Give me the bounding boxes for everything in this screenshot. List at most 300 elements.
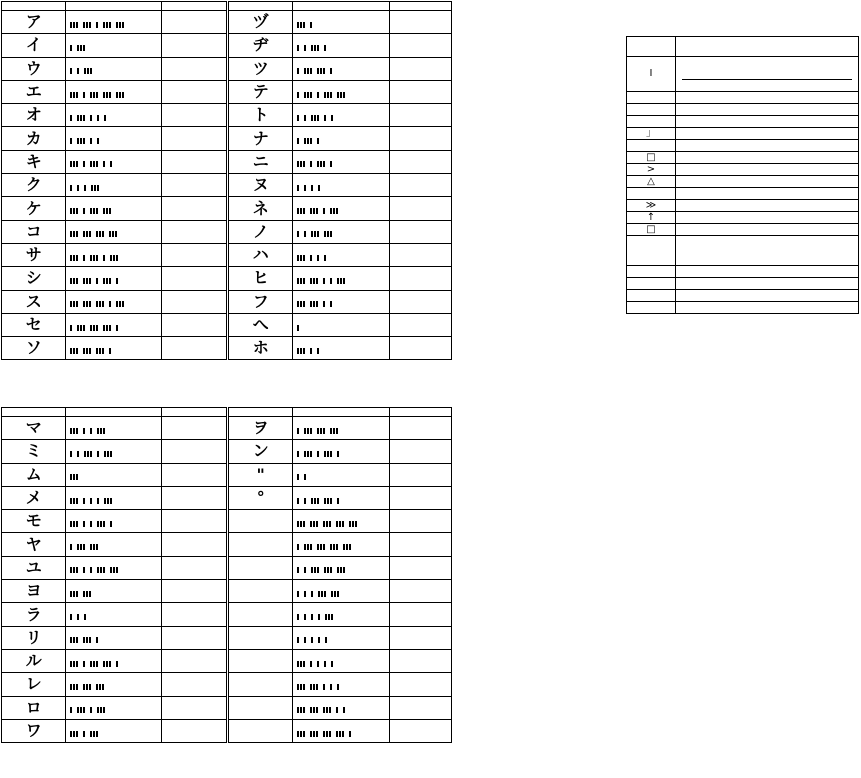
note-cell — [162, 417, 228, 440]
note-cell — [162, 603, 228, 626]
legend-row — [627, 152, 859, 164]
dot-mark — [304, 637, 306, 643]
legend-symbol — [627, 92, 676, 104]
kana-char: コ — [2, 220, 66, 243]
dot-code — [292, 34, 389, 57]
dot-code-text — [334, 652, 335, 653]
dot-code — [66, 80, 162, 103]
dot-code-text — [346, 558, 347, 559]
legend-symbol: I — [627, 57, 676, 92]
table-body — [2, 408, 452, 743]
dot-pattern — [70, 325, 119, 331]
symbol-legend-table — [626, 36, 859, 314]
dot-code — [292, 440, 389, 463]
dot-pattern — [70, 278, 119, 284]
dot-code-text — [119, 246, 120, 247]
dot-mark — [90, 115, 92, 121]
dot-code — [66, 337, 162, 360]
note-cell — [389, 337, 451, 360]
dot-mark — [317, 255, 319, 261]
dot-code — [292, 719, 389, 742]
dot-mark — [83, 161, 85, 167]
note-cell — [389, 267, 451, 290]
table-row — [2, 243, 452, 266]
dash-mark — [116, 92, 124, 98]
kana-char: サ — [2, 243, 66, 266]
legend-text — [676, 140, 859, 152]
dot-mark — [70, 451, 72, 457]
note-cell — [389, 626, 451, 649]
dot-mark — [70, 325, 72, 331]
dot-code-text — [339, 419, 340, 420]
dot-code — [292, 197, 389, 220]
dash-mark — [323, 521, 331, 527]
kana-char: リ — [2, 626, 66, 649]
note-cell — [162, 80, 228, 103]
dash-mark — [317, 544, 325, 550]
dot-code-text — [352, 722, 353, 723]
dot-code-text — [346, 269, 347, 270]
dot-pattern — [297, 707, 346, 713]
dot-mark — [311, 614, 313, 620]
dash-mark — [83, 348, 91, 354]
dot-mark — [310, 661, 312, 667]
dash-mark — [96, 301, 104, 307]
kana-char — [228, 533, 292, 556]
note-cell — [162, 11, 228, 34]
dash-mark — [70, 474, 78, 480]
dot-code-text — [346, 83, 347, 84]
dot-pattern — [297, 498, 340, 504]
note-cell — [389, 127, 451, 150]
dot-mark — [110, 161, 112, 167]
dot-mark — [330, 68, 332, 74]
dot-mark — [324, 661, 326, 667]
dot-pattern — [297, 325, 300, 331]
kana-code-table-2 — [1, 407, 452, 743]
legend-text — [676, 57, 859, 92]
dash-mark — [304, 428, 312, 434]
dot-mark — [304, 614, 306, 620]
dot-mark — [77, 451, 79, 457]
dot-mark — [297, 115, 299, 121]
dot-code-text — [125, 13, 126, 14]
dash-mark — [103, 278, 111, 284]
legend-text — [676, 188, 859, 200]
dot-pattern — [70, 348, 112, 354]
note-cell — [162, 580, 228, 603]
dot-mark — [96, 278, 98, 284]
dot-mark — [311, 185, 313, 191]
legend-symbol — [627, 302, 676, 314]
code-header — [66, 2, 162, 11]
dot-mark — [297, 138, 299, 144]
table-row — [2, 11, 452, 34]
legend-row — [627, 212, 859, 224]
dot-pattern — [70, 521, 113, 527]
legend-row — [627, 37, 859, 57]
dot-code — [292, 80, 389, 103]
dot-pattern — [297, 115, 334, 121]
note-cell — [389, 649, 451, 672]
note-cell — [389, 463, 451, 486]
table-row — [2, 80, 452, 103]
dot-mark — [83, 731, 85, 737]
dot-code-text — [340, 675, 341, 676]
dot-code-text — [327, 246, 328, 247]
dot-code-text — [320, 339, 321, 340]
note-header — [162, 2, 228, 11]
dot-code-text — [113, 152, 114, 153]
legend-row — [627, 278, 859, 290]
dash-mark — [77, 325, 85, 331]
dot-code-text — [118, 222, 119, 223]
note-header — [389, 2, 451, 11]
dot-mark — [324, 115, 326, 121]
kana-char — [228, 580, 292, 603]
dot-pattern — [297, 451, 340, 457]
note-cell — [162, 510, 228, 533]
dot-code — [66, 486, 162, 509]
dot-mark — [304, 498, 306, 504]
dot-code-text — [93, 59, 94, 60]
dot-code-text — [99, 628, 100, 629]
dot-code — [66, 313, 162, 336]
table-row — [2, 150, 452, 173]
kana-char: ヒ — [228, 267, 292, 290]
dot-pattern — [297, 637, 328, 643]
kana-char: ク — [2, 174, 66, 197]
dot-pattern — [297, 255, 327, 261]
dot-mark — [97, 451, 99, 457]
dot-mark — [70, 138, 72, 144]
kana-char: マ — [2, 417, 66, 440]
kana-char: ラ — [2, 603, 66, 626]
legend-row — [627, 140, 859, 152]
kana-char: ヂ — [228, 34, 292, 57]
dot-mark — [304, 591, 306, 597]
legend-text — [676, 164, 859, 176]
dot-code — [292, 337, 389, 360]
table-row — [2, 127, 452, 150]
table-row — [2, 649, 452, 672]
dot-code — [292, 313, 389, 336]
dot-code-text — [333, 152, 334, 153]
dot-code — [292, 290, 389, 313]
legend-row — [627, 302, 859, 314]
dash-mark — [311, 567, 319, 573]
note-cell — [162, 337, 228, 360]
dash-mark — [297, 348, 305, 354]
dot-mark — [330, 684, 332, 690]
dot-code-text — [119, 316, 120, 317]
table-row — [2, 719, 452, 742]
dot-code-text — [327, 36, 328, 37]
legend-symbol — [627, 290, 676, 302]
note-cell — [162, 290, 228, 313]
kana-char: ヤ — [2, 533, 66, 556]
dot-code-text — [333, 222, 334, 223]
dash-mark — [324, 231, 332, 237]
dot-code — [292, 220, 389, 243]
dot-mark — [297, 451, 299, 457]
dash-mark — [317, 68, 325, 74]
dot-code-text — [333, 59, 334, 60]
kana-char: ロ — [2, 696, 66, 719]
dash-mark — [84, 68, 92, 74]
dot-mark — [90, 498, 92, 504]
dot-code-text — [313, 13, 314, 14]
dash-mark — [103, 92, 111, 98]
dot-code — [66, 243, 162, 266]
dash-mark — [310, 208, 318, 214]
dash-mark — [97, 707, 105, 713]
legend-underline — [682, 79, 852, 80]
kana-char: シ — [2, 267, 66, 290]
table-row — [2, 440, 452, 463]
dot-code — [66, 417, 162, 440]
dot-pattern — [297, 684, 340, 690]
legend-row — [627, 92, 859, 104]
legend-symbol: 」 — [627, 128, 676, 140]
dot-pattern — [297, 474, 307, 480]
dot-code — [66, 580, 162, 603]
dot-pattern — [70, 451, 113, 457]
dot-mark — [297, 92, 299, 98]
dash-mark — [297, 22, 305, 28]
dot-mark — [297, 68, 299, 74]
legend-row — [627, 266, 859, 278]
legend-symbol — [627, 140, 676, 152]
dash-mark — [310, 278, 318, 284]
dot-code-text — [112, 339, 113, 340]
dot-mark — [77, 185, 79, 191]
dash-mark — [311, 231, 319, 237]
kana-char: レ — [2, 673, 66, 696]
legend-text — [676, 290, 859, 302]
dash-mark — [70, 661, 78, 667]
dash-mark — [330, 208, 338, 214]
dot-code-text — [358, 512, 359, 513]
dot-mark — [297, 567, 299, 573]
note-cell — [389, 673, 451, 696]
note-cell — [162, 533, 228, 556]
dot-mark — [310, 348, 312, 354]
dash-mark — [97, 521, 105, 527]
dot-code — [66, 34, 162, 57]
dot-mark — [70, 115, 72, 121]
dot-mark — [90, 707, 92, 713]
dot-mark — [330, 161, 332, 167]
kana-char: ニ — [228, 150, 292, 173]
dot-mark — [323, 301, 325, 307]
header-row — [2, 2, 452, 11]
kana-char: ケ — [2, 197, 66, 220]
kana-header — [2, 408, 66, 417]
dot-mark — [297, 325, 299, 331]
legend-text — [676, 200, 859, 212]
dash-mark — [77, 707, 85, 713]
dot-mark — [310, 161, 312, 167]
dot-code — [292, 649, 389, 672]
dash-mark — [90, 255, 98, 261]
dot-mark — [304, 231, 306, 237]
dot-mark — [331, 115, 333, 121]
kana-char: ム — [2, 463, 66, 486]
dot-code — [292, 580, 389, 603]
dash-mark — [337, 567, 345, 573]
note-cell — [389, 313, 451, 336]
dot-mark — [116, 661, 118, 667]
dash-mark — [83, 278, 91, 284]
kana-char: テ — [228, 80, 292, 103]
dot-code-text — [92, 582, 93, 583]
legend-symbol — [627, 236, 676, 266]
dot-mark — [297, 614, 299, 620]
dot-pattern — [297, 731, 352, 737]
dash-mark — [83, 301, 91, 307]
kana-char: ヌ — [228, 174, 292, 197]
table-row — [2, 673, 452, 696]
legend-row — [627, 290, 859, 302]
kana-char — [228, 673, 292, 696]
dot-mark — [325, 637, 327, 643]
dot-code-text — [100, 176, 101, 177]
dash-mark — [91, 185, 99, 191]
note-cell — [389, 417, 451, 440]
dash-mark — [96, 231, 104, 237]
dot-mark — [331, 661, 333, 667]
dot-code-text — [113, 442, 114, 443]
note-cell — [162, 463, 228, 486]
dash-mark — [104, 498, 112, 504]
legend-symbol: △ — [627, 176, 676, 188]
kana-header — [228, 408, 292, 417]
kana-char — [228, 696, 292, 719]
legend-row — [627, 128, 859, 140]
dot-code — [66, 603, 162, 626]
dot-mark — [297, 185, 299, 191]
dot-mark — [77, 614, 79, 620]
dot-mark — [104, 115, 106, 121]
dash-mark — [310, 301, 318, 307]
dot-mark — [97, 115, 99, 121]
dot-mark — [96, 637, 98, 643]
legend-row — [627, 200, 859, 212]
table-row — [2, 696, 452, 719]
dot-pattern — [70, 115, 107, 121]
legend-symbol: ≫ — [627, 200, 676, 212]
note-cell — [162, 127, 228, 150]
dot-pattern — [297, 45, 327, 51]
legend-row — [627, 57, 859, 92]
note-cell — [389, 580, 451, 603]
dot-code — [66, 220, 162, 243]
legend-text — [676, 152, 859, 164]
dash-mark — [297, 731, 305, 737]
dash-mark — [323, 731, 331, 737]
kana-char: ア — [2, 11, 66, 34]
dot-code — [66, 104, 162, 127]
dot-pattern — [297, 92, 346, 98]
dash-mark — [103, 22, 111, 28]
dot-pattern — [297, 22, 313, 28]
note-header — [162, 408, 228, 417]
note-cell — [389, 197, 451, 220]
dash-mark — [336, 731, 344, 737]
dash-mark — [304, 544, 312, 550]
dot-mark — [337, 451, 339, 457]
note-cell — [389, 34, 451, 57]
legend-symbol: □ — [627, 224, 676, 236]
dash-mark — [110, 255, 118, 261]
dot-code-text — [307, 465, 308, 466]
dot-mark — [317, 661, 319, 667]
dash-mark — [336, 521, 344, 527]
kana-char: エ — [2, 80, 66, 103]
legend-row — [627, 236, 859, 266]
dot-code-text — [334, 605, 335, 606]
legend-row — [627, 116, 859, 128]
dash-mark — [330, 544, 338, 550]
legend-text — [676, 176, 859, 188]
dot-code — [66, 556, 162, 579]
code-header — [66, 408, 162, 417]
dot-pattern — [70, 474, 79, 480]
legend-row — [627, 104, 859, 116]
dot-pattern — [297, 614, 334, 620]
legend-symbol: □ — [627, 152, 676, 164]
dash-mark — [297, 661, 305, 667]
dot-code — [292, 556, 389, 579]
dash-mark — [304, 451, 312, 457]
dash-mark — [317, 428, 325, 434]
dash-mark — [311, 498, 319, 504]
kana-char — [228, 626, 292, 649]
kana-char: ヅ — [228, 11, 292, 34]
dot-mark — [324, 255, 326, 261]
dot-mark — [336, 707, 338, 713]
dot-mark — [297, 498, 299, 504]
dot-pattern — [297, 185, 321, 191]
dash-mark — [337, 92, 345, 98]
dash-mark — [70, 92, 78, 98]
dash-mark — [323, 707, 331, 713]
dot-code-text — [346, 698, 347, 699]
dot-mark — [90, 138, 92, 144]
dot-code — [66, 626, 162, 649]
kana-char: " — [228, 463, 292, 486]
dot-code-text — [321, 176, 322, 177]
dot-code — [66, 57, 162, 80]
dot-mark — [97, 138, 99, 144]
dash-mark — [70, 22, 78, 28]
dot-code — [292, 11, 389, 34]
dot-pattern — [70, 138, 100, 144]
dot-code — [292, 626, 389, 649]
dash-mark — [97, 567, 105, 573]
dot-code-text — [113, 489, 114, 490]
legend-text — [676, 92, 859, 104]
dot-pattern — [70, 614, 87, 620]
dot-code-text — [334, 106, 335, 107]
dot-mark — [343, 707, 345, 713]
dash-mark — [109, 231, 117, 237]
kana-char: ヨ — [2, 580, 66, 603]
dot-code — [292, 696, 389, 719]
dot-code-text — [320, 129, 321, 130]
dot-mark — [311, 637, 313, 643]
